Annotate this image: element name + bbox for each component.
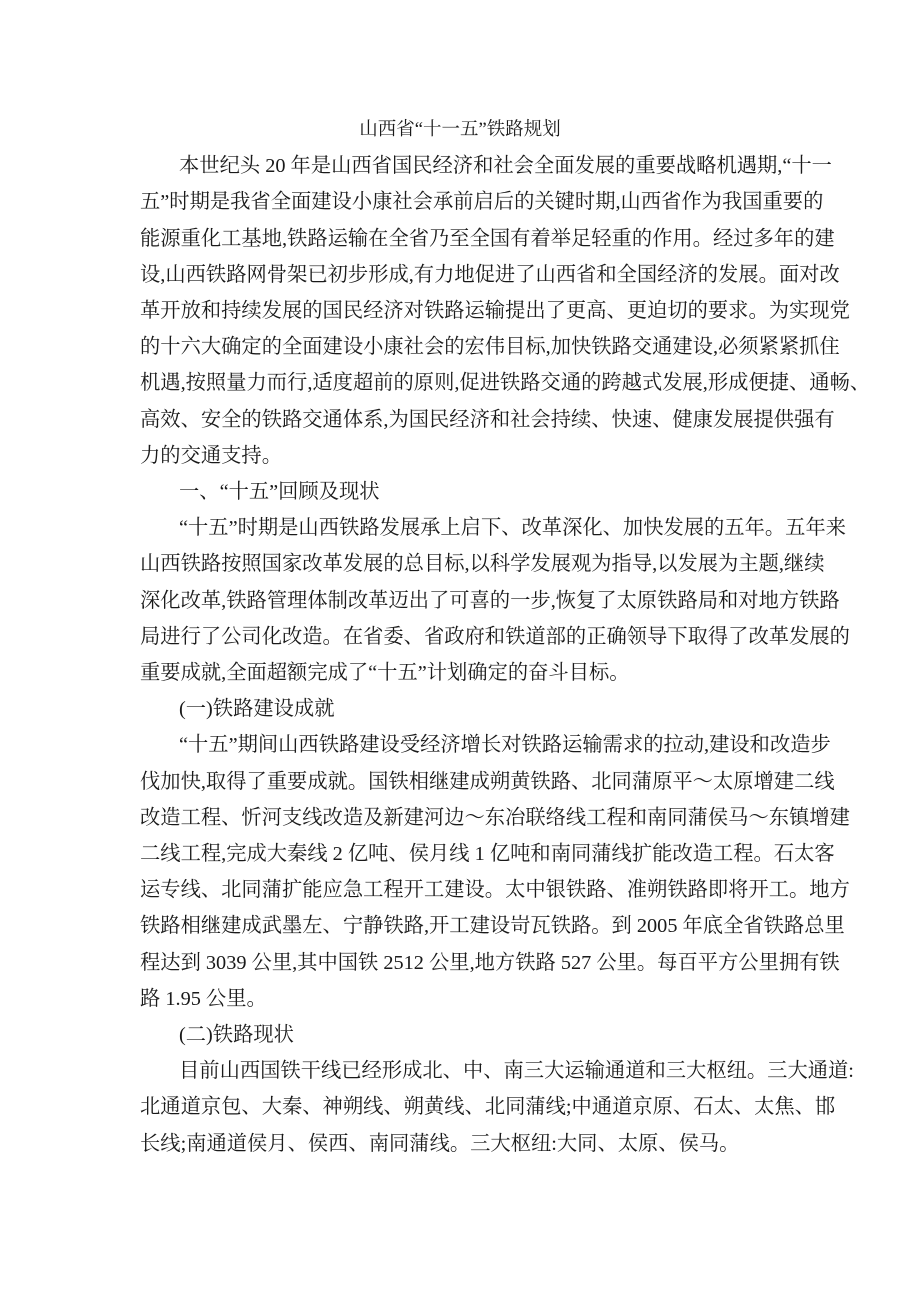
body-line: “十五”期间山西铁路建设受经济增长对铁路运输需求的拉动,建设和改造步 (179, 734, 831, 757)
body-line: 运专线、北同蒲扩能应急工程开工建设。太中银铁路、准朔铁路即将开工。地方 (140, 879, 850, 902)
body-line: 机遇,按照量力而行,适度超前的原则,促进铁路交通的跨越式发展,形成便捷、通畅、 (140, 372, 871, 395)
section-heading: 一、“十五”回顾及现状 (179, 481, 380, 503)
body-line: 目前山西国铁干线已经形成北、中、南三大运输通道和三大枢纽。三大通道: (179, 1060, 854, 1083)
body-line: 高效、安全的铁路交通体系,为国民经济和社会持续、快速、健康发展提供强有 (140, 408, 835, 431)
body-line: 程达到 3039 公里,其中国铁 2512 公里,地方铁路 527 公里。每百平方公里拥有铁 (140, 951, 840, 974)
body-line: 改造工程、忻河支线改造及新建河边～东冶联络线工程和南同蒲侯马～东镇增建 (140, 806, 850, 829)
body-line: 局进行了公司化改造。在省委、省政府和铁道部的正确领导下取得了改革发展的 (140, 625, 850, 648)
body-line: 长线;南通道侯月、侯西、南同蒲线。三大枢纽:大同、太原、侯马。 (140, 1132, 740, 1155)
subsection-heading: (二)铁路现状 (179, 1024, 294, 1046)
subsection-heading: (一)铁路建设成就 (179, 698, 335, 721)
body-line: 本世纪头 20 年是山西省国民经济和社会全面发展的重要战略机遇期,“十一 (179, 155, 832, 178)
body-line: 革开放和持续发展的国民经济对铁路运输提出了更高、更迫切的要求。为实现党 (140, 300, 850, 322)
body-line: 伐加快,取得了重要成就。国铁相继建成朔黄铁路、北同蒲原平～太原增建二线 (140, 770, 835, 793)
body-line: 设,山西铁路网骨架已初步形成,有力地促进了山西省和全国经济的发展。面对改 (140, 263, 840, 286)
body-line: 路 1.95 公里。 (140, 987, 267, 1010)
body-line: 的十六大确定的全面建设小康社会的宏伟目标,加快铁路交通建设,必须紧紧抓住 (140, 336, 840, 359)
body-line: 五”时期是我省全面建设小康社会承前启后的关键时期,山西省作为我国重要的 (140, 191, 824, 214)
body-line: 深化改革,铁路管理体制改革迈出了可喜的一步,恢复了太原铁路局和对地方铁路 (140, 589, 840, 612)
body-line: 二线工程,完成大秦线 2 亿吨、侯月线 1 亿吨和南同蒲线扩能改造工程。石太客 (140, 843, 835, 865)
body-line: 能源重化工基地,铁路运输在全省乃至全国有着举足轻重的作用。经过多年的建 (140, 227, 835, 250)
document-title: 山西省“十一五”铁路规划 (359, 120, 561, 140)
body-line: “十五”时期是山西铁路发展承上启下、改革深化、加快发展的五年。五年来 (179, 517, 847, 540)
body-line: 力的交通支持。 (140, 444, 282, 467)
body-line: 山西铁路按照国家改革发展的总目标,以科学发展观为指导,以发展为主题,继续 (140, 553, 825, 576)
body-line: 重要成就,全面超额完成了“十五”计划确定的奋斗目标。 (140, 662, 630, 684)
body-line: 北通道京包、大秦、神朔线、朔黄线、北同蒲线;中通道京原、石太、太焦、邯 (140, 1096, 836, 1119)
body-line: 铁路相继建成武墨左、宁静铁路,开工建设岢瓦铁路。到 2005 年底全省铁路总里 (140, 915, 845, 938)
